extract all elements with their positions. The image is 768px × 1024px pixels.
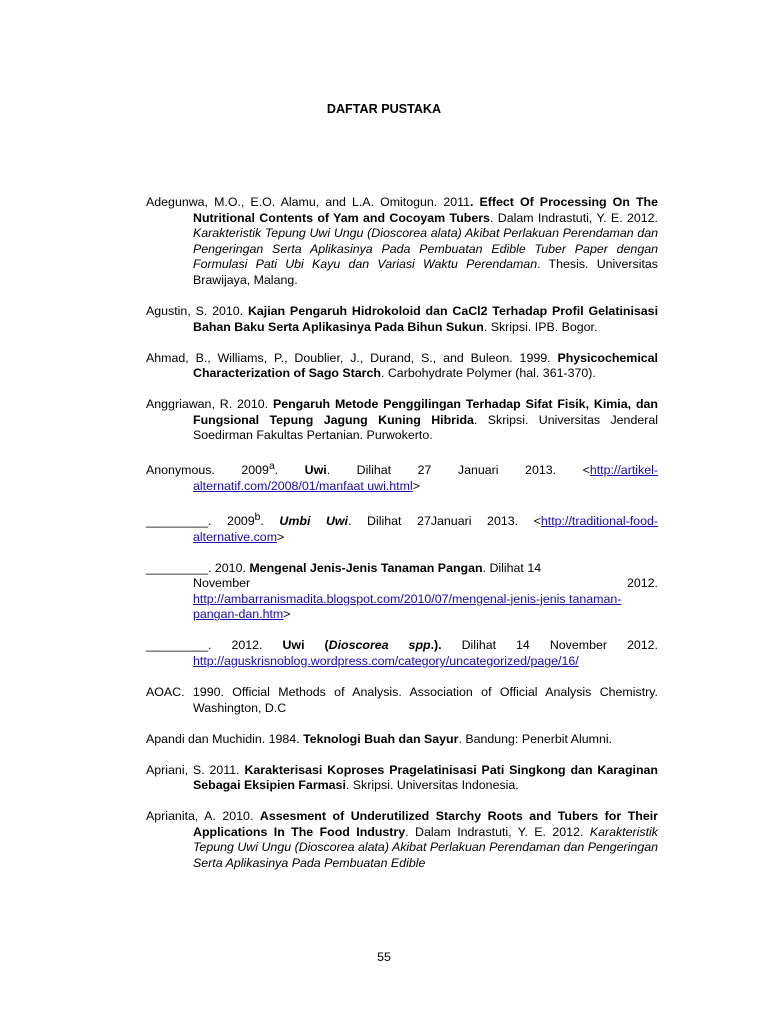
ref-author: Anonymous. 2009 (146, 463, 269, 478)
ref-text: . Dalam Indrastuti, Y. E. 2012. (489, 210, 659, 225)
ref-text: . Skripsi. Universitas Indonesia. (345, 778, 519, 793)
ref-title: Teknologi Buah dan Sayur (303, 731, 459, 746)
ref-text: . Dilihat 14 (482, 560, 542, 575)
ref-author: Agustin, S. 2010. (146, 303, 248, 318)
ref-author: Apriani, S. 2011. (146, 762, 245, 777)
reference-item (146, 638, 658, 669)
reference-item (146, 459, 658, 494)
ref-text: . Bandung: Penerbit Alumni. (458, 731, 613, 746)
ref-author: _________. 2012. (146, 638, 283, 653)
ref-text: > (412, 479, 420, 493)
reference-item (146, 304, 658, 335)
page-number: 55 (377, 950, 391, 964)
ref-italic: Karakteristik Tepung Uwi Ungu (Dioscorea alata) Akibat Perlakuan Perendaman dan Pengeringan Serta Aplikasinya Pada Pembuatan Edible (193, 824, 658, 870)
ref-link[interactable]: http://ambarranismadita.blogspot.com/2010/07/mengenal-jenis-jenis tanaman-pangan-dan.htm (193, 591, 622, 622)
reference-item (146, 561, 658, 623)
ref-text: . (274, 463, 305, 478)
ref-title: Kajian Pengaruh Hidrokoloid dan CaCl2 Terhadap Profil Gelatinisasi Bahan Baku Serta Aplikasinya Pada Bihun Sukun (193, 303, 659, 334)
ref-author: Apandi dan Muchidin. 1984. (146, 731, 304, 746)
ref-title: Karakterisasi Koproses Pragelatinisasi Pati Singkong dan Karaginan Sebagai Eksipien Farmasi (193, 762, 658, 793)
ref-text: > (277, 529, 285, 544)
reference-list (146, 195, 658, 887)
reference-item (146, 397, 658, 444)
ref-title: Mengenal Jenis-Jenis Tanaman Pangan (249, 560, 483, 575)
ref-link[interactable]: http://artikel-alternatif.com/2008/01/manfaat uwi.html (193, 463, 658, 493)
ref-text: . Carbohydrate Polymer (hal. 361-370). (380, 366, 596, 381)
reference-item (146, 685, 658, 716)
ref-date: November (193, 576, 251, 591)
ref-superscript: b (254, 511, 261, 523)
ref-author: Anggriawan, R. 2010. (146, 397, 273, 412)
ref-text: . Skripsi. Universitas Jenderal Soedirman Fakultas Pertanian. Purwokerto. (193, 412, 659, 443)
page-title: DAFTAR PUSTAKA (326, 102, 442, 116)
ref-author: Ahmad, B., Williams, P., Doublier, J., Durand, S., and Buleon. 1999. (146, 350, 558, 365)
ref-superscript: a (268, 461, 275, 473)
ref-title: .). (430, 638, 442, 653)
reference-item (146, 732, 658, 748)
ref-title: Uwi (304, 463, 327, 478)
ref-text: AOAC. 1990. Official Methods of Analysis. Association of Official Analysis Chemistry. Washington, D.C (146, 685, 658, 715)
ref-author: Aprianita, A. 2010. (146, 809, 260, 824)
ref-text: > (283, 607, 291, 622)
ref-text: . Thesis. Universitas Brawijaya, Malang. (193, 257, 658, 287)
ref-title: Pengaruh Metode Penggilingan Terhadap Sifat Fisik, Kimia, dan Fungsional Tepung Jagung Kuning Hibrida (193, 397, 658, 427)
ref-title: Assesment of Underutilized Starchy Roots and Tubers for Their Applications In The Food Industry (193, 809, 658, 839)
ref-italic: Karakteristik Tepung Uwi Ungu (Dioscorea alata) Akibat Perlakuan Perendaman dan Pengeringan Serta Aplikasinya Pada Pembuatan Edible Tuber Paper dengan Formulasi Pati Ubi Kayu dan Variasi Waktu Perendaman (193, 226, 658, 272)
reference-item (146, 763, 658, 794)
ref-title: Uwi ( (282, 638, 329, 653)
reference-item (146, 510, 658, 545)
ref-text: . Skripsi. IPB. Bogor. (483, 319, 598, 334)
reference-item (146, 195, 658, 289)
ref-text: . Dilihat 27Januari 2013. < (348, 514, 541, 529)
ref-text: Dilihat 14 November 2012. (441, 638, 658, 653)
ref-text: . (260, 514, 280, 529)
ref-text: . Dalam Indrastuti, Y. E. 2012. (405, 824, 590, 839)
ref-author: _________. 2010. (146, 560, 250, 575)
ref-date: 2012. (626, 576, 658, 591)
ref-title: Umbi Uwi (279, 514, 348, 529)
ref-author: _________. 2009 (146, 514, 255, 529)
ref-link[interactable]: http://traditional-food-alternative.com (193, 514, 658, 544)
ref-link[interactable]: http://aguskrisnoblog.wordpress.com/category/uncategorized/page/16/ (193, 654, 579, 669)
reference-item (146, 809, 658, 871)
ref-title: . Effect Of Processing On The Nutritional Contents of Yam and Cocoyam Tubers (193, 195, 658, 225)
ref-title-italic: Dioscorea spp (328, 638, 431, 653)
ref-text: . Dilihat 27 Januari 2013. < (326, 463, 590, 478)
reference-item (146, 351, 658, 382)
ref-author: Adegunwa, M.O., E.O. Alamu, and L.A. Omitogun. 2011 (146, 195, 470, 209)
ref-title: Physicochemical Characterization of Sago Starch (193, 350, 658, 381)
